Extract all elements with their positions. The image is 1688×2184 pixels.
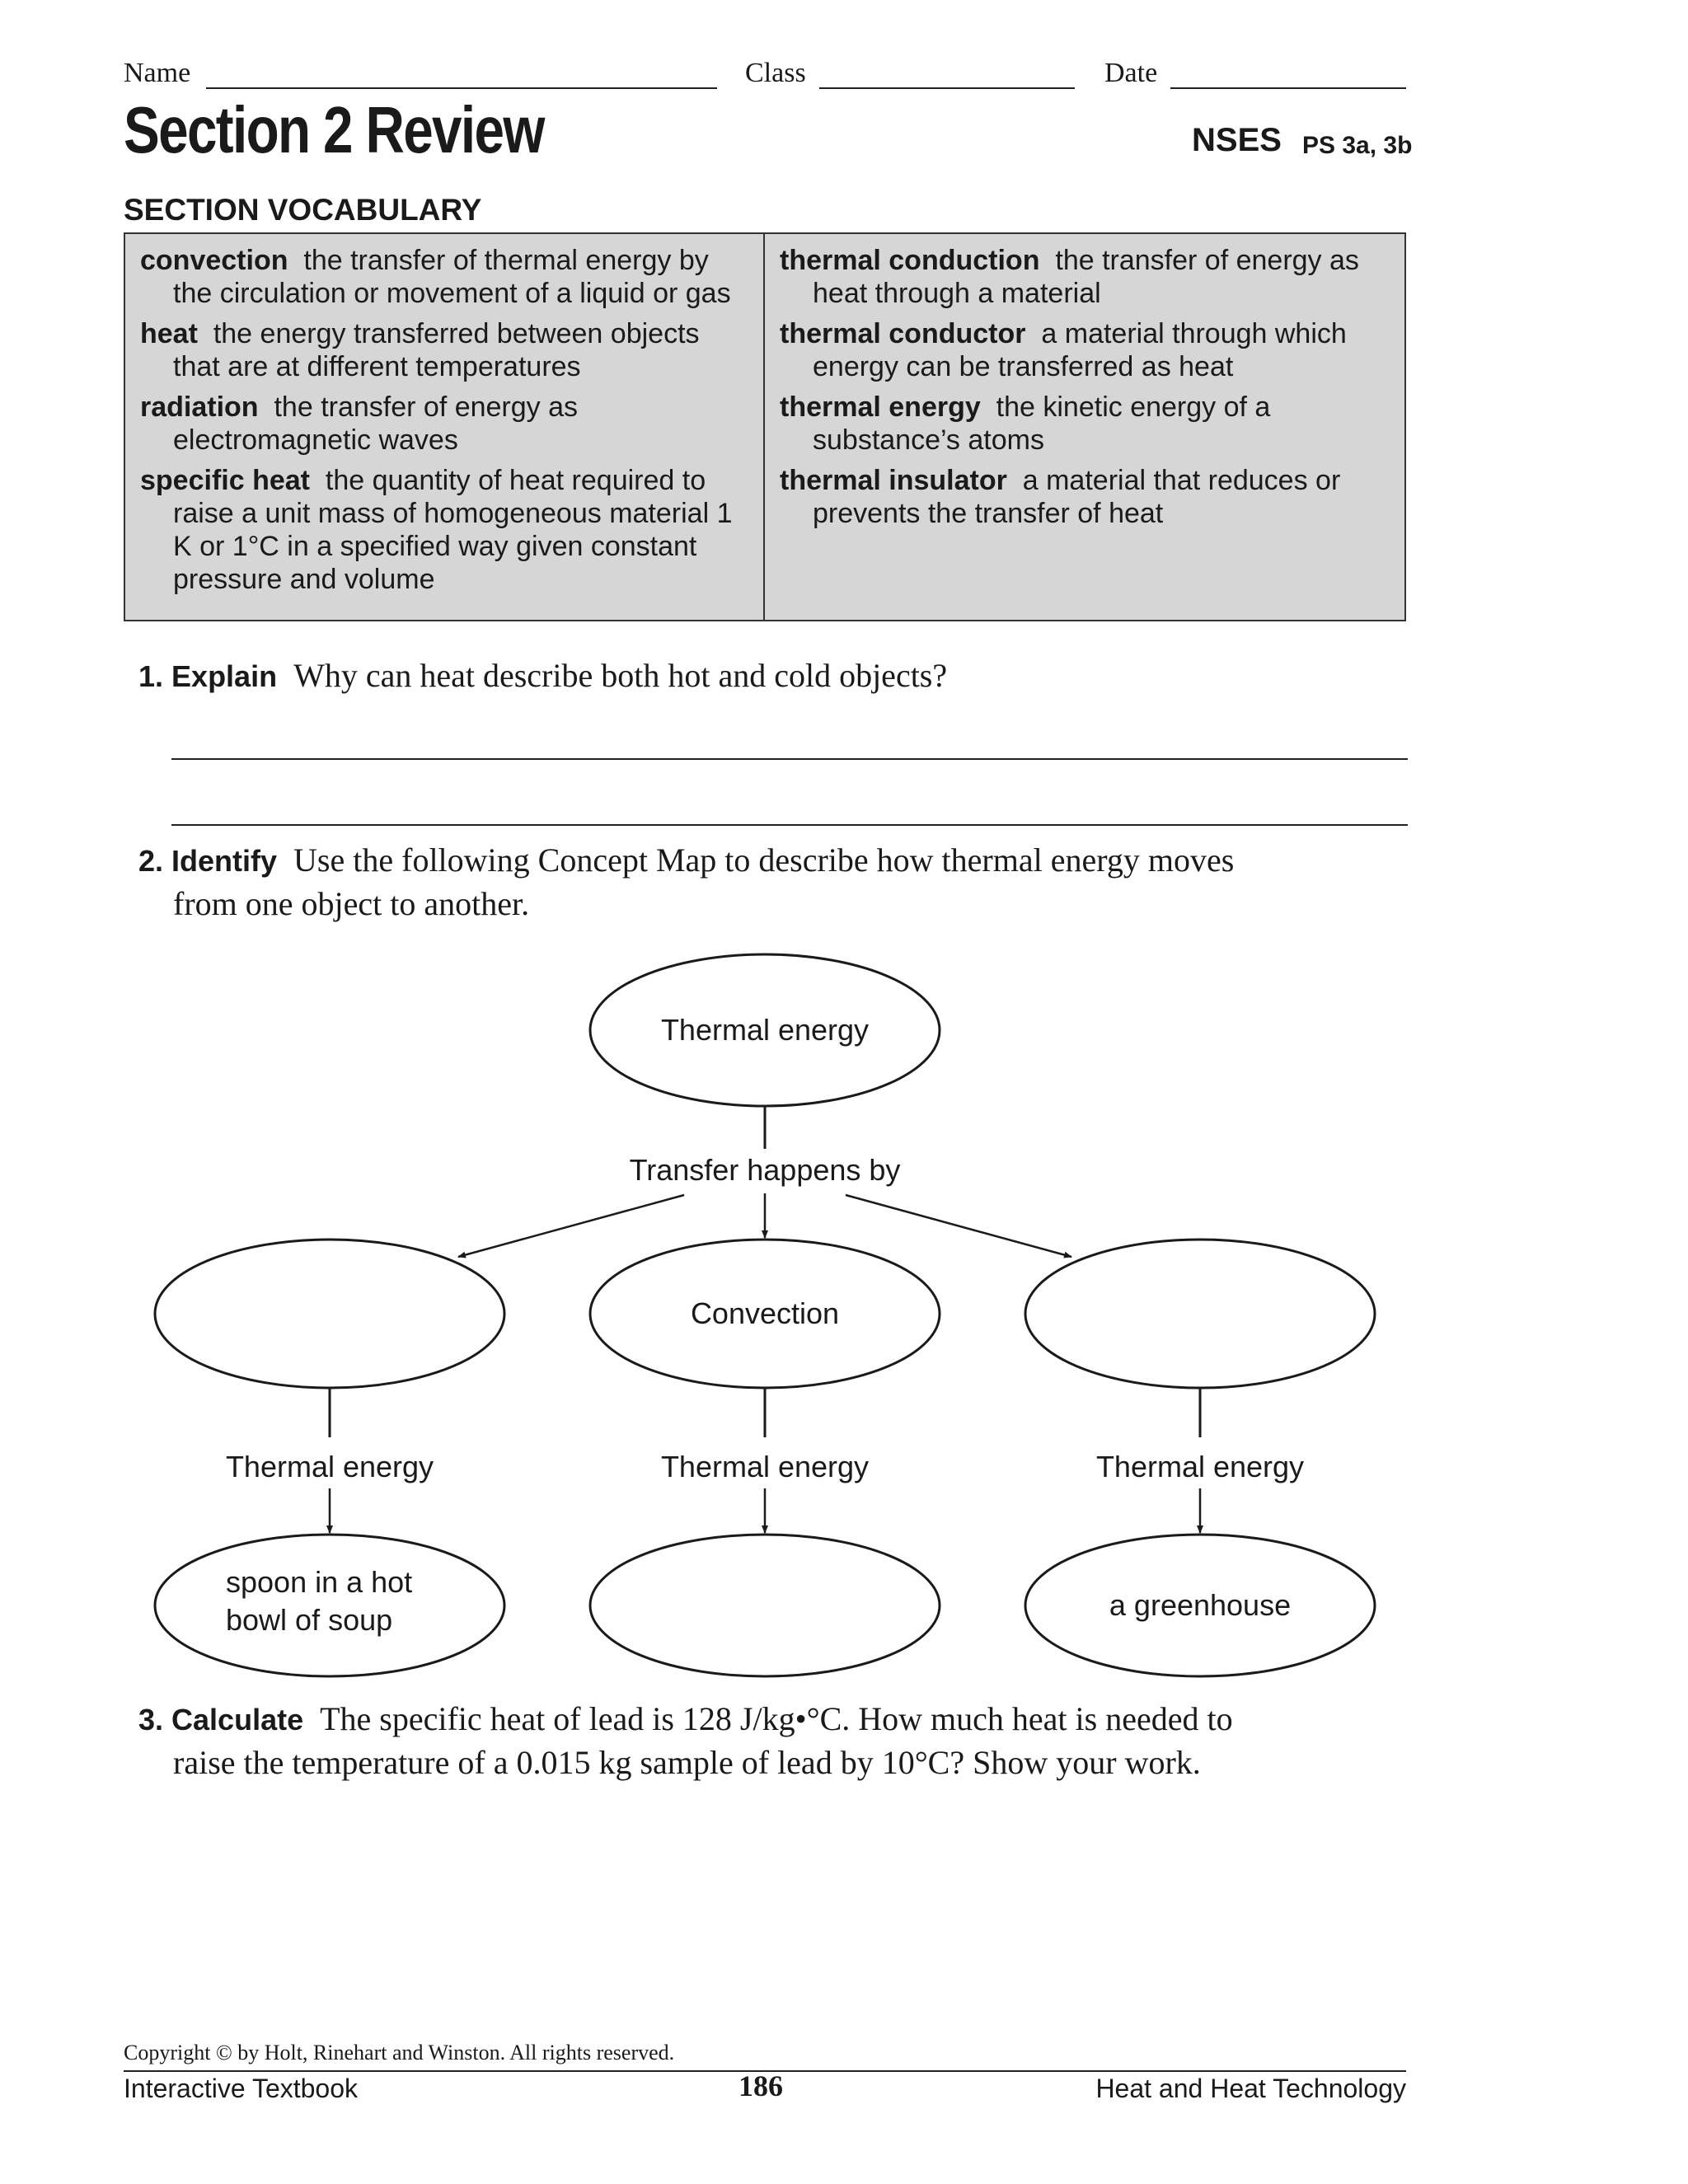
node-middle-left[interactable] xyxy=(155,1240,504,1388)
standards-label: PS 3a, 3b xyxy=(1302,132,1413,159)
question-number: 1. xyxy=(138,659,164,693)
node-label-thermal-energy: Thermal energy xyxy=(660,1013,870,1047)
vocab-term: thermal conductor xyxy=(780,318,1026,349)
vocab-definition: a material that reduces or prevents the transfer of heat xyxy=(813,465,1341,529)
question-text-cont: raise the temperature of a 0.015 kg sample of lead by 10°C? Show your work. xyxy=(173,1744,1201,1781)
node-label-spoon-line2: bowl of soup xyxy=(226,1603,393,1637)
nses-label: NSES xyxy=(1192,122,1282,158)
node-label-convection: Convection xyxy=(690,1296,840,1330)
question-label: Identify xyxy=(171,844,278,878)
node-label-spoon-line1: spoon in a hot xyxy=(226,1565,413,1599)
link-label-center: Thermal energy xyxy=(660,1450,870,1483)
link-label-left: Thermal energy xyxy=(225,1450,434,1483)
vocab-term: specific heat xyxy=(140,465,310,496)
footer-book-title: Interactive Textbook xyxy=(124,2074,359,2103)
question-text: The specific heat of lead is 128 J/kg•°C. How much heat is needed to xyxy=(320,1700,1233,1737)
node-label-greenhouse: a greenhouse xyxy=(1109,1588,1292,1622)
node-middle-right[interactable] xyxy=(1025,1240,1375,1388)
arrow-to-left xyxy=(458,1195,684,1257)
vocab-definition: the kinetic energy of a substance’s atoms xyxy=(813,391,1271,456)
vocab-term: thermal conduction xyxy=(780,245,1040,276)
arrow-to-right xyxy=(846,1195,1071,1257)
question-text: Use the following Concept Map to describe how thermal energy moves xyxy=(293,841,1235,879)
question-number: 3. xyxy=(138,1703,164,1736)
date-label: Date xyxy=(1104,58,1158,88)
vocab-term: heat xyxy=(140,318,198,349)
vocab-definition: the quantity of heat required to raise a unit mass of homogeneous material 1 K or 1°C in a specified way given constant pressure and volume xyxy=(173,465,733,595)
vocab-term: convection xyxy=(140,245,288,276)
question-text: Why can heat describe both hot and cold objects? xyxy=(293,657,948,694)
page-number: 186 xyxy=(738,2069,783,2102)
page-title: Section 2 Review xyxy=(124,93,544,166)
vocabulary-heading: SECTION VOCABULARY xyxy=(124,193,482,227)
vocab-definition: the transfer of energy as electromagnetic waves xyxy=(173,391,579,456)
question-number: 2. xyxy=(138,844,164,878)
vocab-definition: a material through which energy can be transferred as heat xyxy=(813,318,1347,382)
vocab-term: radiation xyxy=(140,391,259,423)
question-label: Calculate xyxy=(171,1703,304,1736)
question-3 xyxy=(138,1698,1233,1784)
footer-chapter-title: Heat and Heat Technology xyxy=(1095,2074,1406,2103)
copyright: Copyright © by Holt, Rinehart and Winston. All rights reserved. xyxy=(124,2041,675,2064)
vocab-term: thermal insulator xyxy=(780,465,1007,496)
link-label-transfer: Transfer happens by xyxy=(629,1153,901,1187)
node-bottom-center[interactable] xyxy=(590,1535,940,1676)
vocab-definition: the transfer of energy as heat through a material xyxy=(813,245,1359,309)
question-text-cont: from one object to another. xyxy=(173,885,530,922)
name-label: Name xyxy=(124,58,191,88)
vocab-definition: the transfer of thermal energy by the circulation or movement of a liquid or gas xyxy=(173,245,731,309)
vocab-definition: the energy transferred between objects that are at different temperatures xyxy=(173,318,700,382)
class-label: Class xyxy=(745,58,806,88)
link-label-right: Thermal energy xyxy=(1095,1450,1305,1483)
work-area[interactable] xyxy=(171,1797,1408,2019)
question-label: Explain xyxy=(171,659,278,693)
vocab-term: thermal energy xyxy=(780,391,981,423)
